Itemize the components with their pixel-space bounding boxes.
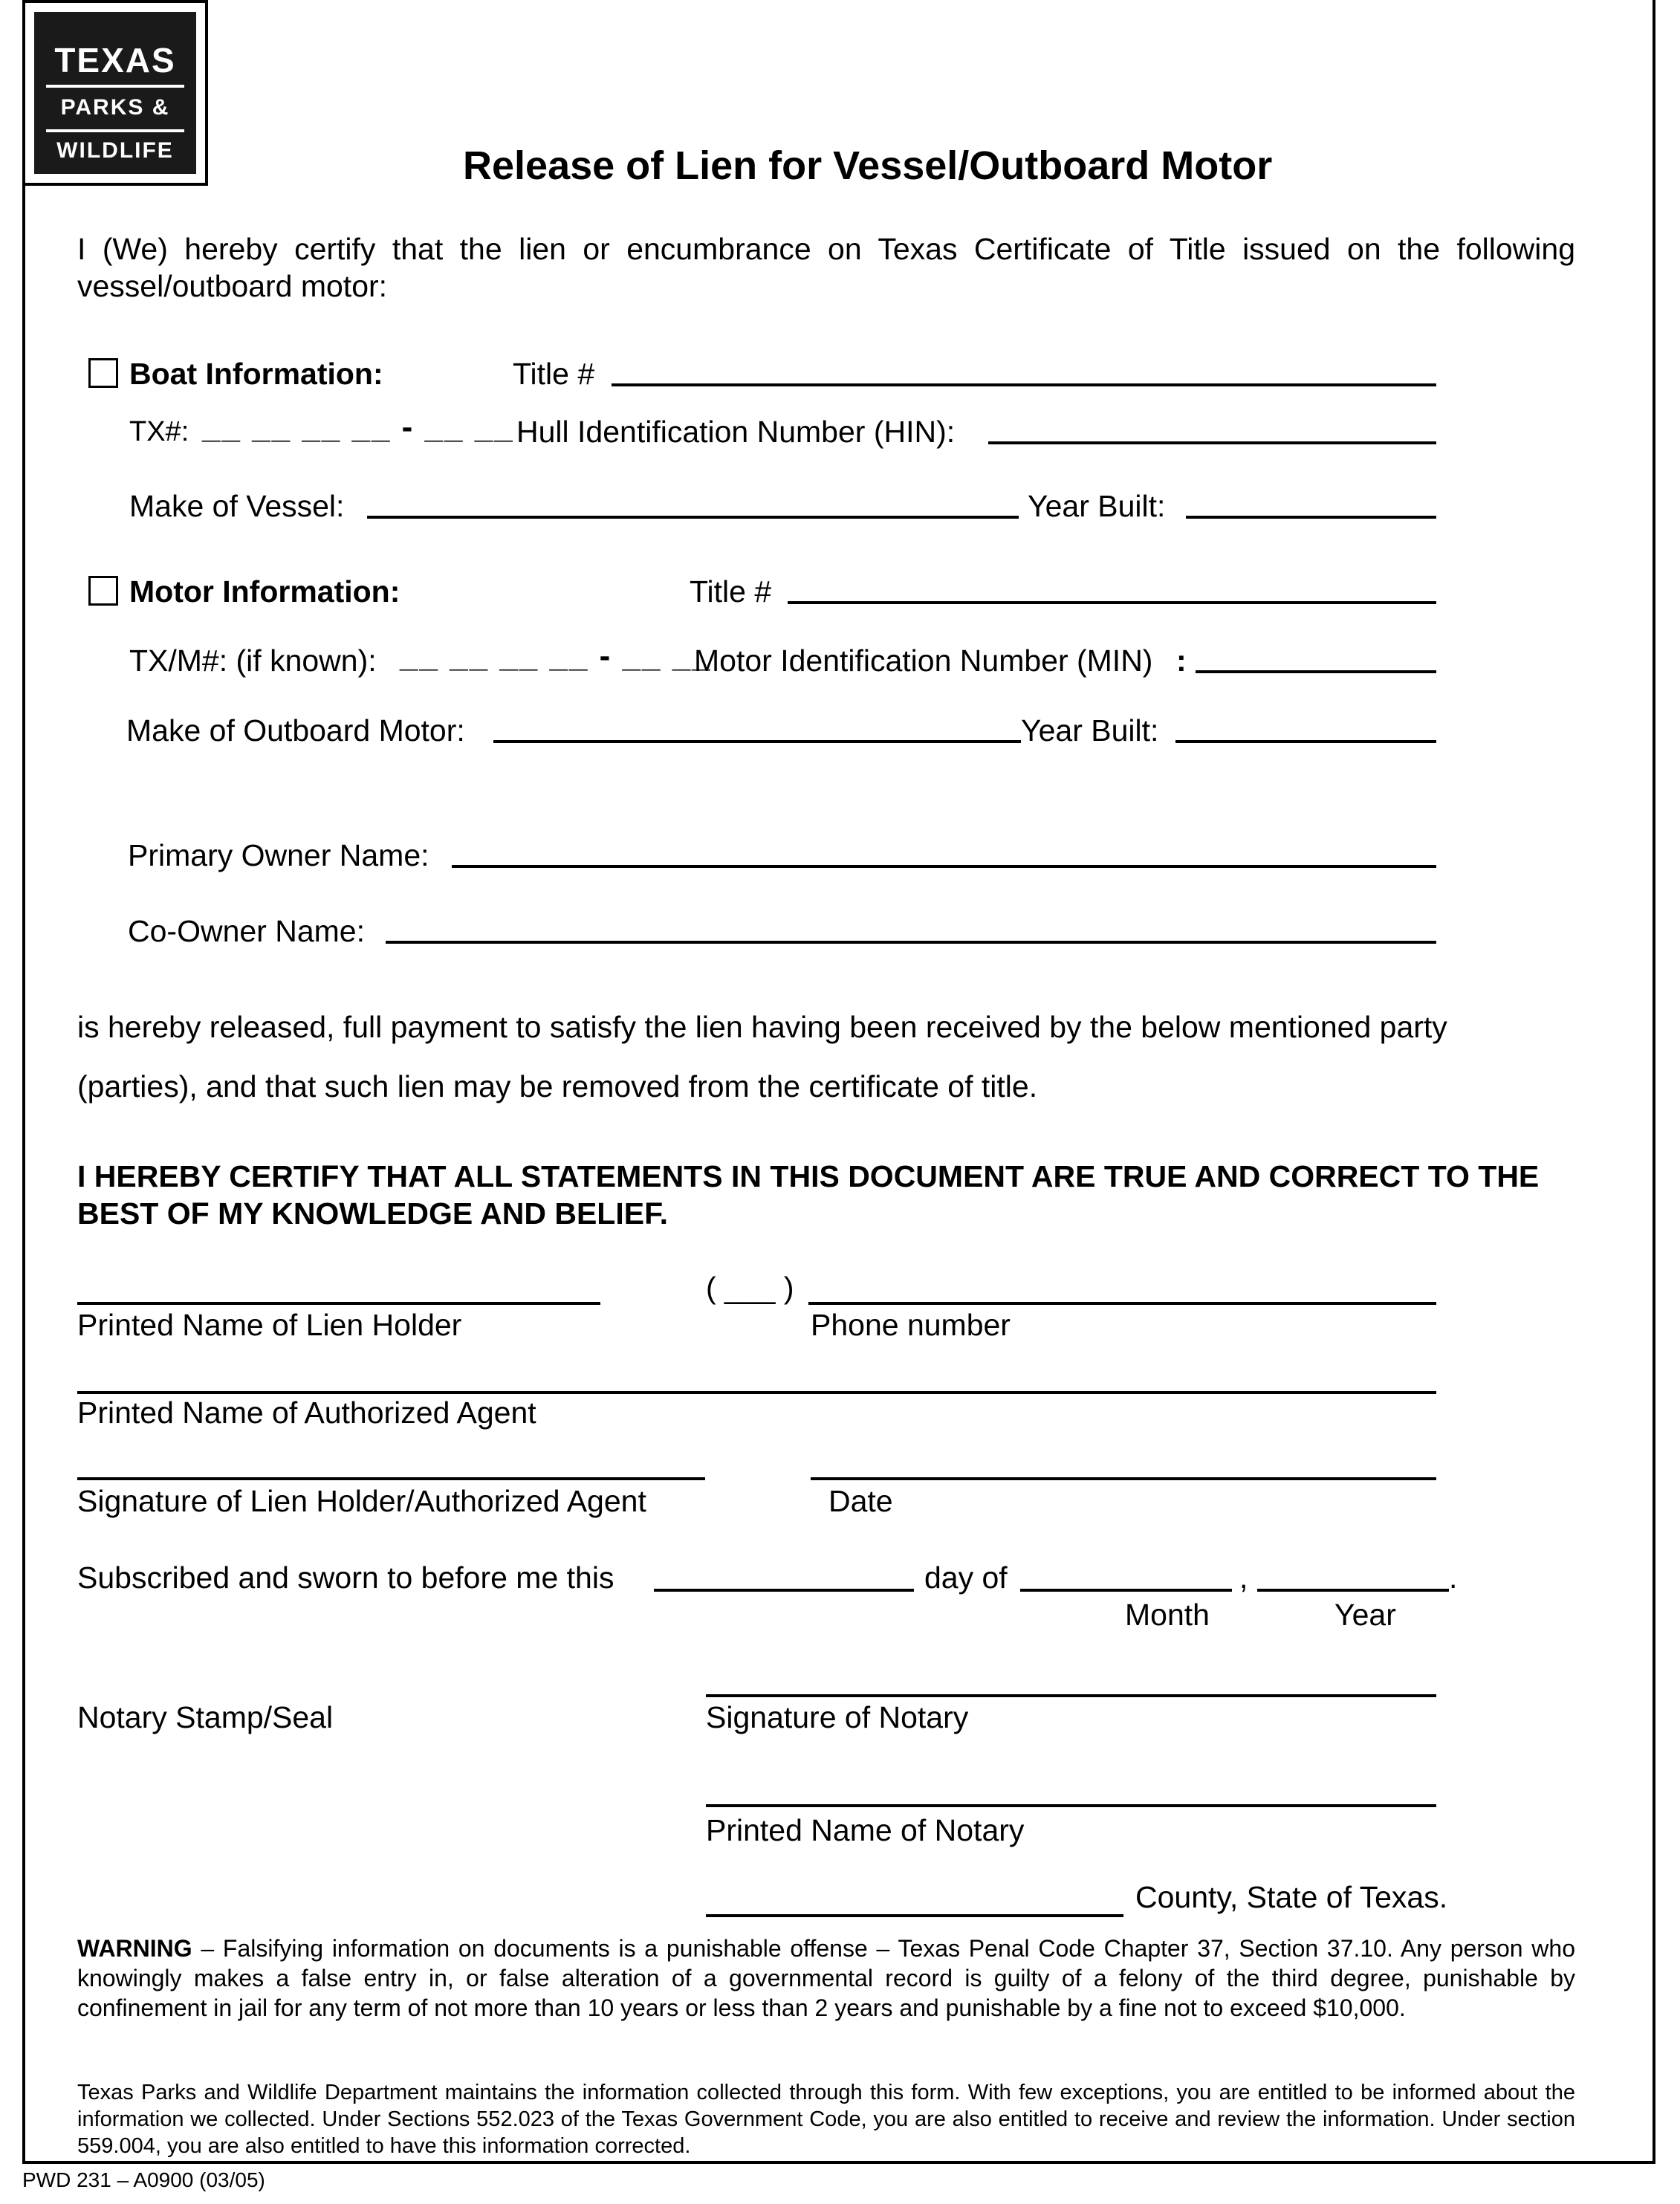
month-label: Month: [1125, 1598, 1210, 1632]
notary-name-field[interactable]: [706, 1804, 1436, 1807]
warning-text: [77, 1934, 1575, 2023]
sworn-month-field[interactable]: [1020, 1589, 1232, 1592]
boat-title-field[interactable]: [612, 383, 1436, 386]
motor-info-checkbox[interactable]: [88, 576, 118, 606]
logo-text-parks: PARKS &: [60, 95, 170, 120]
primary-owner-field[interactable]: [452, 865, 1436, 868]
notary-name-label: Printed Name of Notary: [706, 1813, 1025, 1847]
primary-owner-label: Primary Owner Name:: [128, 838, 429, 872]
hin-label: Hull Identification Number (HIN):: [516, 415, 956, 449]
outboard-year-field[interactable]: [1175, 740, 1436, 743]
warning-lead: WARNING: [77, 1935, 192, 1962]
county-field[interactable]: [706, 1914, 1123, 1917]
outboard-make-label: Make of Outboard Motor:: [126, 713, 465, 748]
boat-info-checkbox[interactable]: [88, 358, 118, 388]
outboard-year-label: Year Built:: [1021, 713, 1159, 748]
logo-rule: [46, 85, 184, 88]
year-label: Year: [1334, 1598, 1396, 1632]
lien-holder-name-field[interactable]: [77, 1302, 600, 1305]
logo-text-wildlife: WILDLIFE: [56, 138, 174, 163]
motor-tx-label: TX/M#: (if known):: [129, 644, 377, 678]
notary-signature-label: Signature of Notary: [706, 1700, 969, 1734]
authorized-agent-label: Printed Name of Authorized Agent: [77, 1396, 536, 1430]
form-title: Release of Lien for Vessel/Outboard Motor: [463, 143, 1273, 188]
min-label: Motor Identification Number (MIN): [694, 644, 1153, 678]
boat-title-label: Title #: [513, 357, 595, 391]
vessel-year-label: Year Built:: [1028, 489, 1166, 523]
lien-holder-label: Printed Name of Lien Holder: [77, 1308, 462, 1342]
day-of-label: day of: [924, 1560, 1008, 1595]
motor-info-heading: Motor Information:: [129, 574, 400, 609]
notary-seal-label: Notary Stamp/Seal: [77, 1700, 334, 1734]
logo-block: [34, 12, 196, 174]
county-label: County, State of Texas.: [1135, 1880, 1448, 1914]
period: .: [1449, 1560, 1458, 1595]
co-owner-field[interactable]: [386, 941, 1436, 944]
motor-title-field[interactable]: [788, 601, 1436, 604]
tpwd-logo: [22, 0, 208, 186]
outboard-make-field[interactable]: [493, 740, 1021, 743]
logo-rule: [46, 129, 184, 132]
authorized-agent-field[interactable]: [77, 1391, 1436, 1394]
notary-signature-field[interactable]: [706, 1694, 1436, 1697]
motor-tx-field[interactable]: __ __ __ __ - __ __: [400, 638, 712, 674]
boat-tx-field[interactable]: __ __ __ __ - __ __: [202, 409, 514, 445]
co-owner-label: Co-Owner Name:: [128, 914, 365, 948]
phone-area-code[interactable]: ( ___ ): [706, 1271, 794, 1305]
form-id: PWD 231 – A0900 (03/05): [22, 2168, 265, 2191]
holder-signature-label: Signature of Lien Holder/Authorized Agent: [77, 1484, 646, 1518]
release-text: is hereby released, full payment to satisfy the lien having been received by the below mentioned party (parties), and that such lien may be removed from the certificate of title.: [77, 1010, 1447, 1103]
holder-signature-field[interactable]: [77, 1477, 705, 1480]
phone-number-field[interactable]: [808, 1302, 1436, 1305]
privacy-notice: Texas Parks and Wildlife Department maintains the information collected through this form. With few exceptions, you are entitled to be informed about the information we collected. Under Sections 552.023 of the Texas Government Code, you are also entitled to receive and review the information. Under section 559.004, you are also entitled to have this information corrected.: [77, 2081, 1575, 2158]
motor-title-label: Title #: [690, 574, 772, 609]
boat-info-heading: Boat Information:: [129, 357, 383, 391]
vessel-make-label: Make of Vessel:: [129, 489, 345, 523]
min-field[interactable]: [1196, 670, 1436, 673]
comma: ,: [1239, 1560, 1248, 1595]
sworn-year-field[interactable]: [1257, 1589, 1449, 1592]
min-colon: :: [1176, 644, 1187, 678]
vessel-make-field[interactable]: [367, 516, 1019, 519]
date-label: Date: [828, 1484, 893, 1518]
vessel-year-field[interactable]: [1186, 516, 1436, 519]
intro-text: I (We) hereby certify that the lien or encumbrance on Texas Certificate of Title issued on the following vessel/outboard motor:: [77, 232, 1575, 303]
hin-field[interactable]: [988, 441, 1436, 444]
date-field[interactable]: [811, 1477, 1436, 1480]
warning-body: – Falsifying information on documents is a punishable offense – Texas Penal Code Chapter 37, Section 37.10. Any person who knowingly makes a false entry in, or false alteration of a governmental record is guilty of a felony of the third degree, punishable by confinement in jail for any term of not more than 10 years or less than 2 years and punishable by a fine not to exceed $10,000.: [77, 1935, 1575, 2021]
sworn-label: Subscribed and sworn to before me this: [77, 1560, 614, 1595]
logo-text-texas: TEXAS: [54, 41, 176, 80]
sworn-day-field[interactable]: [654, 1589, 914, 1592]
phone-label: Phone number: [811, 1308, 1011, 1342]
boat-tx-label: TX#:: [129, 416, 189, 447]
certification-statement: I HEREBY CERTIFY THAT ALL STATEMENTS IN THIS DOCUMENT ARE TRUE AND CORRECT TO THE BEST OF MY KNOWLEDGE AND BELIEF.: [77, 1159, 1540, 1231]
